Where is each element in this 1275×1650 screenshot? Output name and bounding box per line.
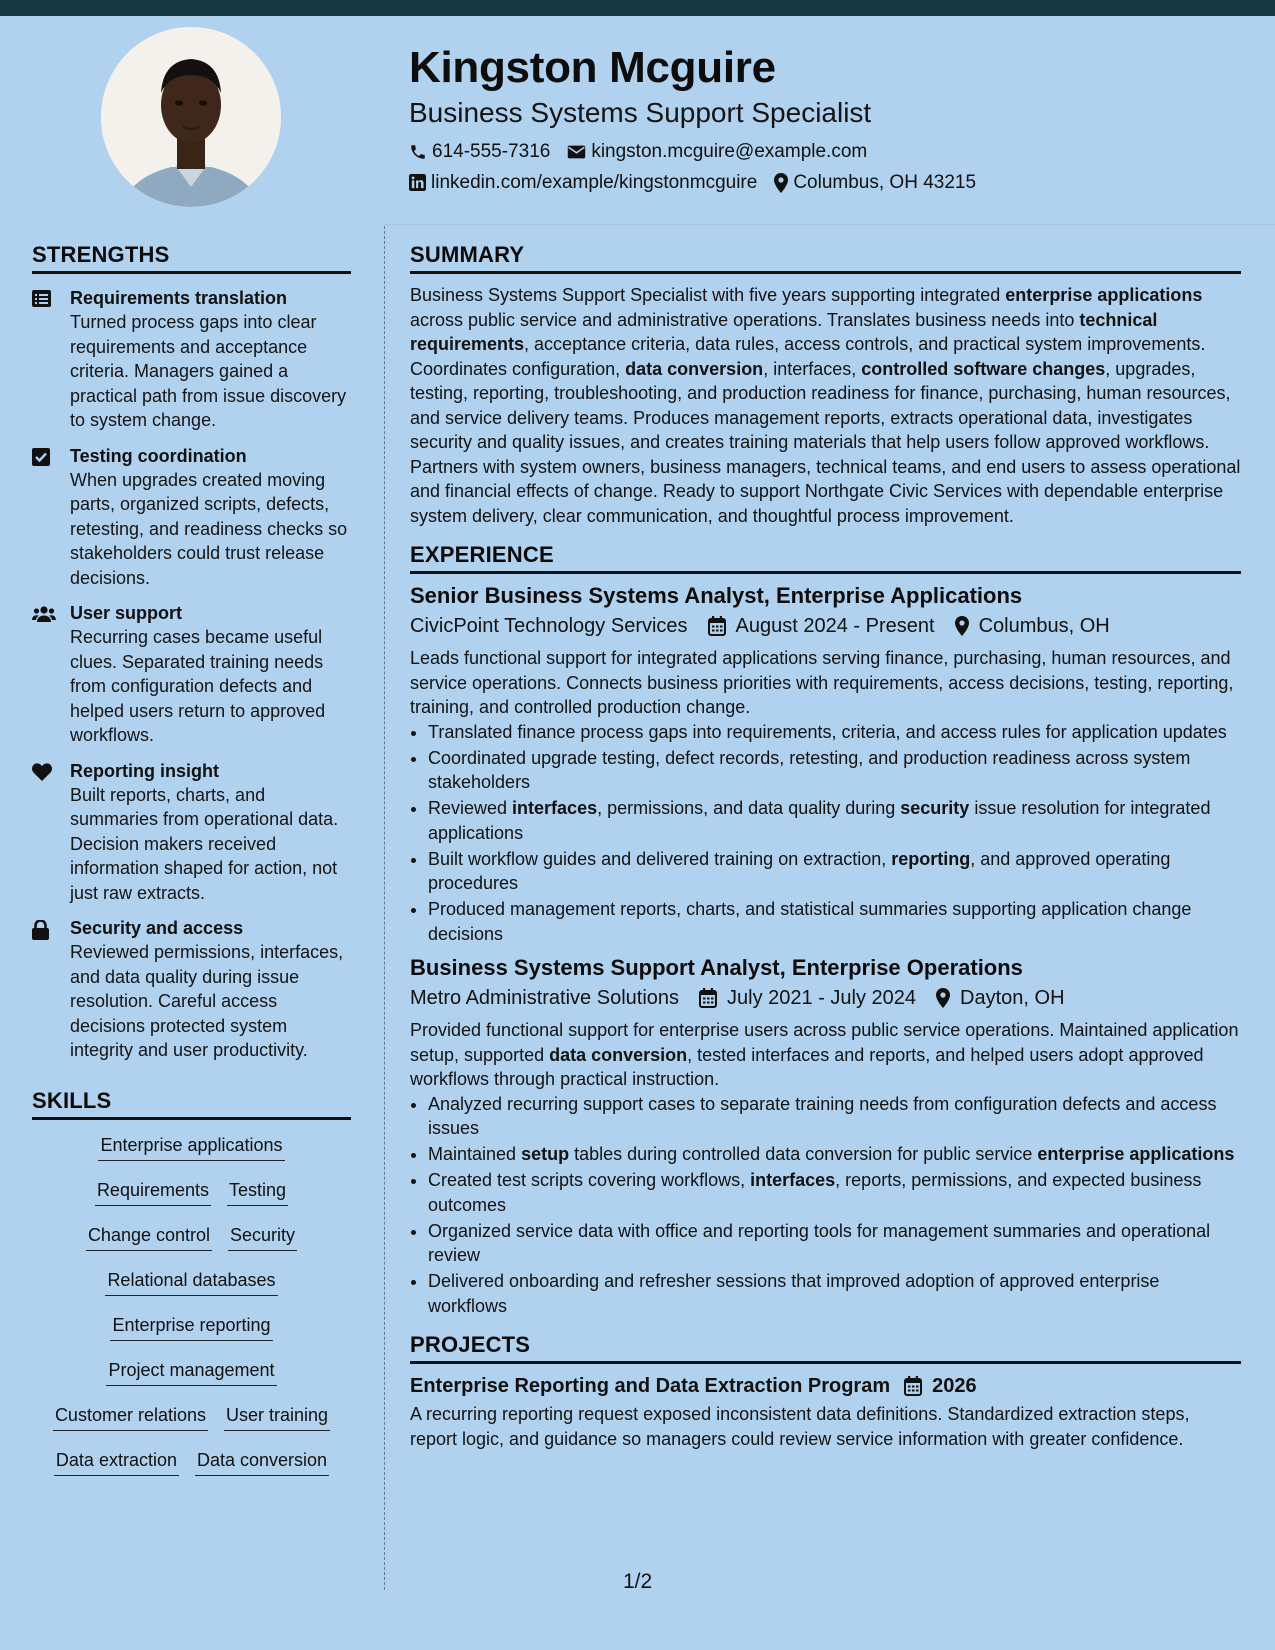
strength-item [32,602,351,748]
linkedin-link[interactable]: linkedin.com/example/kingstonmcguire [431,172,758,193]
job-bullet: • Maintained setup tables during controlled data conversion for public service enterprise applications [428,1142,1241,1167]
skill-tag: Enterprise applications [98,1134,284,1161]
job-bullet: • Analyzed recurring support cases to separate training needs from configuration defects and access issues [428,1092,1241,1141]
job-bullet: • Organized service data with office and reporting tools for management summaries and operational review [428,1219,1241,1268]
project-description: A recurring reporting request exposed inconsistent data definitions. Standardized extraction steps, report logic, and guidance so managers could review service information with greater confidence. [410,1404,1190,1449]
map-pin-icon [936,988,950,1008]
project-year: 2026 [932,1375,977,1397]
job-bullet: • Produced management reports, charts, and statistical summaries supporting application change decisions [428,897,1241,946]
contact-linkedin [409,167,757,198]
job-company: Metro Administrative Solutions [410,987,680,1009]
strength-title: Security and access [70,918,244,938]
linkedin-icon [409,174,426,191]
summary-text: Business Systems Support Specialist with five years supporting integrated enterprise applications across public service and administrative operations. Translates business needs into technical requirements, acceptance criteria, data rules, access controls, and practical system improvements. Coordinates configuration, data conversion, interfaces, controlled software changes, upgrades, testing, reporting, troubleshooting, and production readiness for finance, purchasing, human resources, and service delivery teams. Produces management reports, extracts operational data, investigates security and quality issues, and creates training materials that help users follow approved workflows. Partners with system owners, business managers, technical teams, and end users to assess operational and financial effects of change. Ready to support Northgate Civic Services with dependable enterprise system delivery, clear communication, and thoughtful process improvement. [410,285,1241,526]
candidate-name: Kingston Mcguire [409,43,776,92]
job-description: Leads functional support for integrated applications serving finance, purchasing, human resources, and service operations. Connects business priorities with requirements, access decisions, testing, reporting, training, and controlled production change. [410,648,1234,717]
job-entry [410,954,1241,1318]
skill-tag: Enterprise reporting [110,1314,272,1341]
strength-item [32,287,351,433]
summary-heading: SUMMARY [410,240,1241,274]
job-bullet: • Created test scripts covering workflows, interfaces, reports, permissions, and expected business outcomes [428,1168,1241,1217]
skill-tag: Data extraction [54,1449,179,1476]
job-entry [410,582,1241,946]
location-text: Columbus, OH 43215 [793,172,977,193]
profile-photo [101,27,281,207]
strength-item [32,760,351,906]
job-dates: July 2021 - July 2024 [727,987,917,1009]
contact-email [567,136,867,167]
job-meta [410,983,1241,1013]
job-bullet: • Translated finance process gaps into requirements, criteria, and access rules for application updates [428,720,1241,745]
strengths-heading: STRENGTHS [32,240,351,274]
contact-location [774,167,976,198]
job-bullet: • Reviewed interfaces, permissions, and data quality during security issue resolution for integrated applications [428,796,1241,845]
calendar-icon [699,988,717,1008]
skill-tag: Security [228,1224,297,1251]
experience-heading: EXPERIENCE [410,540,1241,574]
job-bullets [410,1092,1241,1319]
skill-tag: Project management [106,1359,276,1386]
project-header [410,1372,1241,1400]
skill-tag: Customer relations [53,1404,208,1431]
job-bullet: • Coordinated upgrade testing, defect records, retesting, and production readiness across system stakeholders [428,746,1241,795]
job-company: CivicPoint Technology Services [410,615,688,637]
page-number: 1/2 [623,1570,653,1593]
job-dates: August 2024 - Present [735,615,935,637]
lock-icon [32,920,49,940]
list-icon [32,290,51,307]
strength-description: Recurring cases became useful clues. Separated training needs from configuration defects and helped users return to approved workflows. [70,627,326,745]
skill-tag: User training [224,1404,330,1431]
contact-row-2 [409,167,1229,198]
job-description: Provided functional support for enterprise users across public service operations. Maintained application setup, supported data conversion, tested interfaces and reports, and helped users adopt approved workflows through practical instruction. [410,1020,1239,1089]
skill-tag: Testing [227,1179,288,1206]
email-link[interactable]: kingston.mcguire@example.com [591,141,868,162]
skill-tag: Change control [86,1224,212,1251]
strength-description: When upgrades created moving parts, organized scripts, defects, retesting, and readiness checks so stakeholders could trust release decisions. [70,469,348,588]
strength-description: Turned process gaps into clear requirements and acceptance criteria. Managers gained a practical path from issue discovery to system change. [70,312,347,430]
envelope-icon [567,144,586,160]
strength-description: Reviewed permissions, interfaces, and data quality during issue resolution. Careful access decisions protected system integrity and user productivity. [70,942,344,1060]
strength-title: Requirements translation [70,288,288,308]
calendar-icon [904,1376,922,1396]
job-meta [410,611,1241,641]
skill-tag: Requirements [95,1179,211,1206]
projects-heading: PROJECTS [410,1330,1241,1364]
strength-title: User support [70,603,183,623]
skills-list [32,1134,351,1494]
column-divider [384,226,385,1590]
resume-header [409,40,1229,198]
checkbox-icon [32,448,50,466]
candidate-title: Business Systems Support Specialist [409,97,872,128]
strength-item [32,917,351,1063]
strength-title: Testing coordination [70,445,247,466]
project-entry [410,1372,1241,1451]
heart-icon [32,763,52,781]
contact-phone [409,136,550,167]
skills-heading: SKILLS [32,1086,351,1120]
job-title: Senior Business Systems Analyst, Enterprise Applications [410,583,1023,608]
strength-item [32,445,351,591]
skill-tag: Relational databases [105,1269,277,1296]
job-bullets [410,720,1241,947]
job-location: Dayton, OH [960,987,1065,1009]
phone-icon [409,143,427,161]
strength-description: Built reports, charts, and summaries from operational data. Decision makers received information shaped for action, not just raw extracts. [70,784,339,903]
strength-title: Reporting insight [70,760,219,781]
right-column [410,240,1241,1451]
skill-tag: Data conversion [195,1449,329,1476]
phone-text[interactable]: 614-555-7316 [432,141,551,162]
job-bullet: • Delivered onboarding and refresher sessions that improved adoption of approved enterprise workflows [428,1269,1241,1318]
job-bullet: • Built workflow guides and delivered training on extraction, reporting, and approved operating procedures [428,847,1241,896]
job-location: Columbus, OH [978,615,1110,637]
left-column [32,240,351,1494]
header-divider [384,224,1275,225]
map-pin-icon [955,616,969,636]
calendar-icon [708,616,726,636]
users-icon [32,605,56,622]
job-title: Business Systems Support Analyst, Enterprise Operations [410,955,1023,980]
top-accent-bar [0,0,1275,16]
project-title: Enterprise Reporting and Data Extraction Program [410,1375,891,1397]
map-pin-icon [774,173,788,193]
contact-row-1 [409,136,1229,167]
